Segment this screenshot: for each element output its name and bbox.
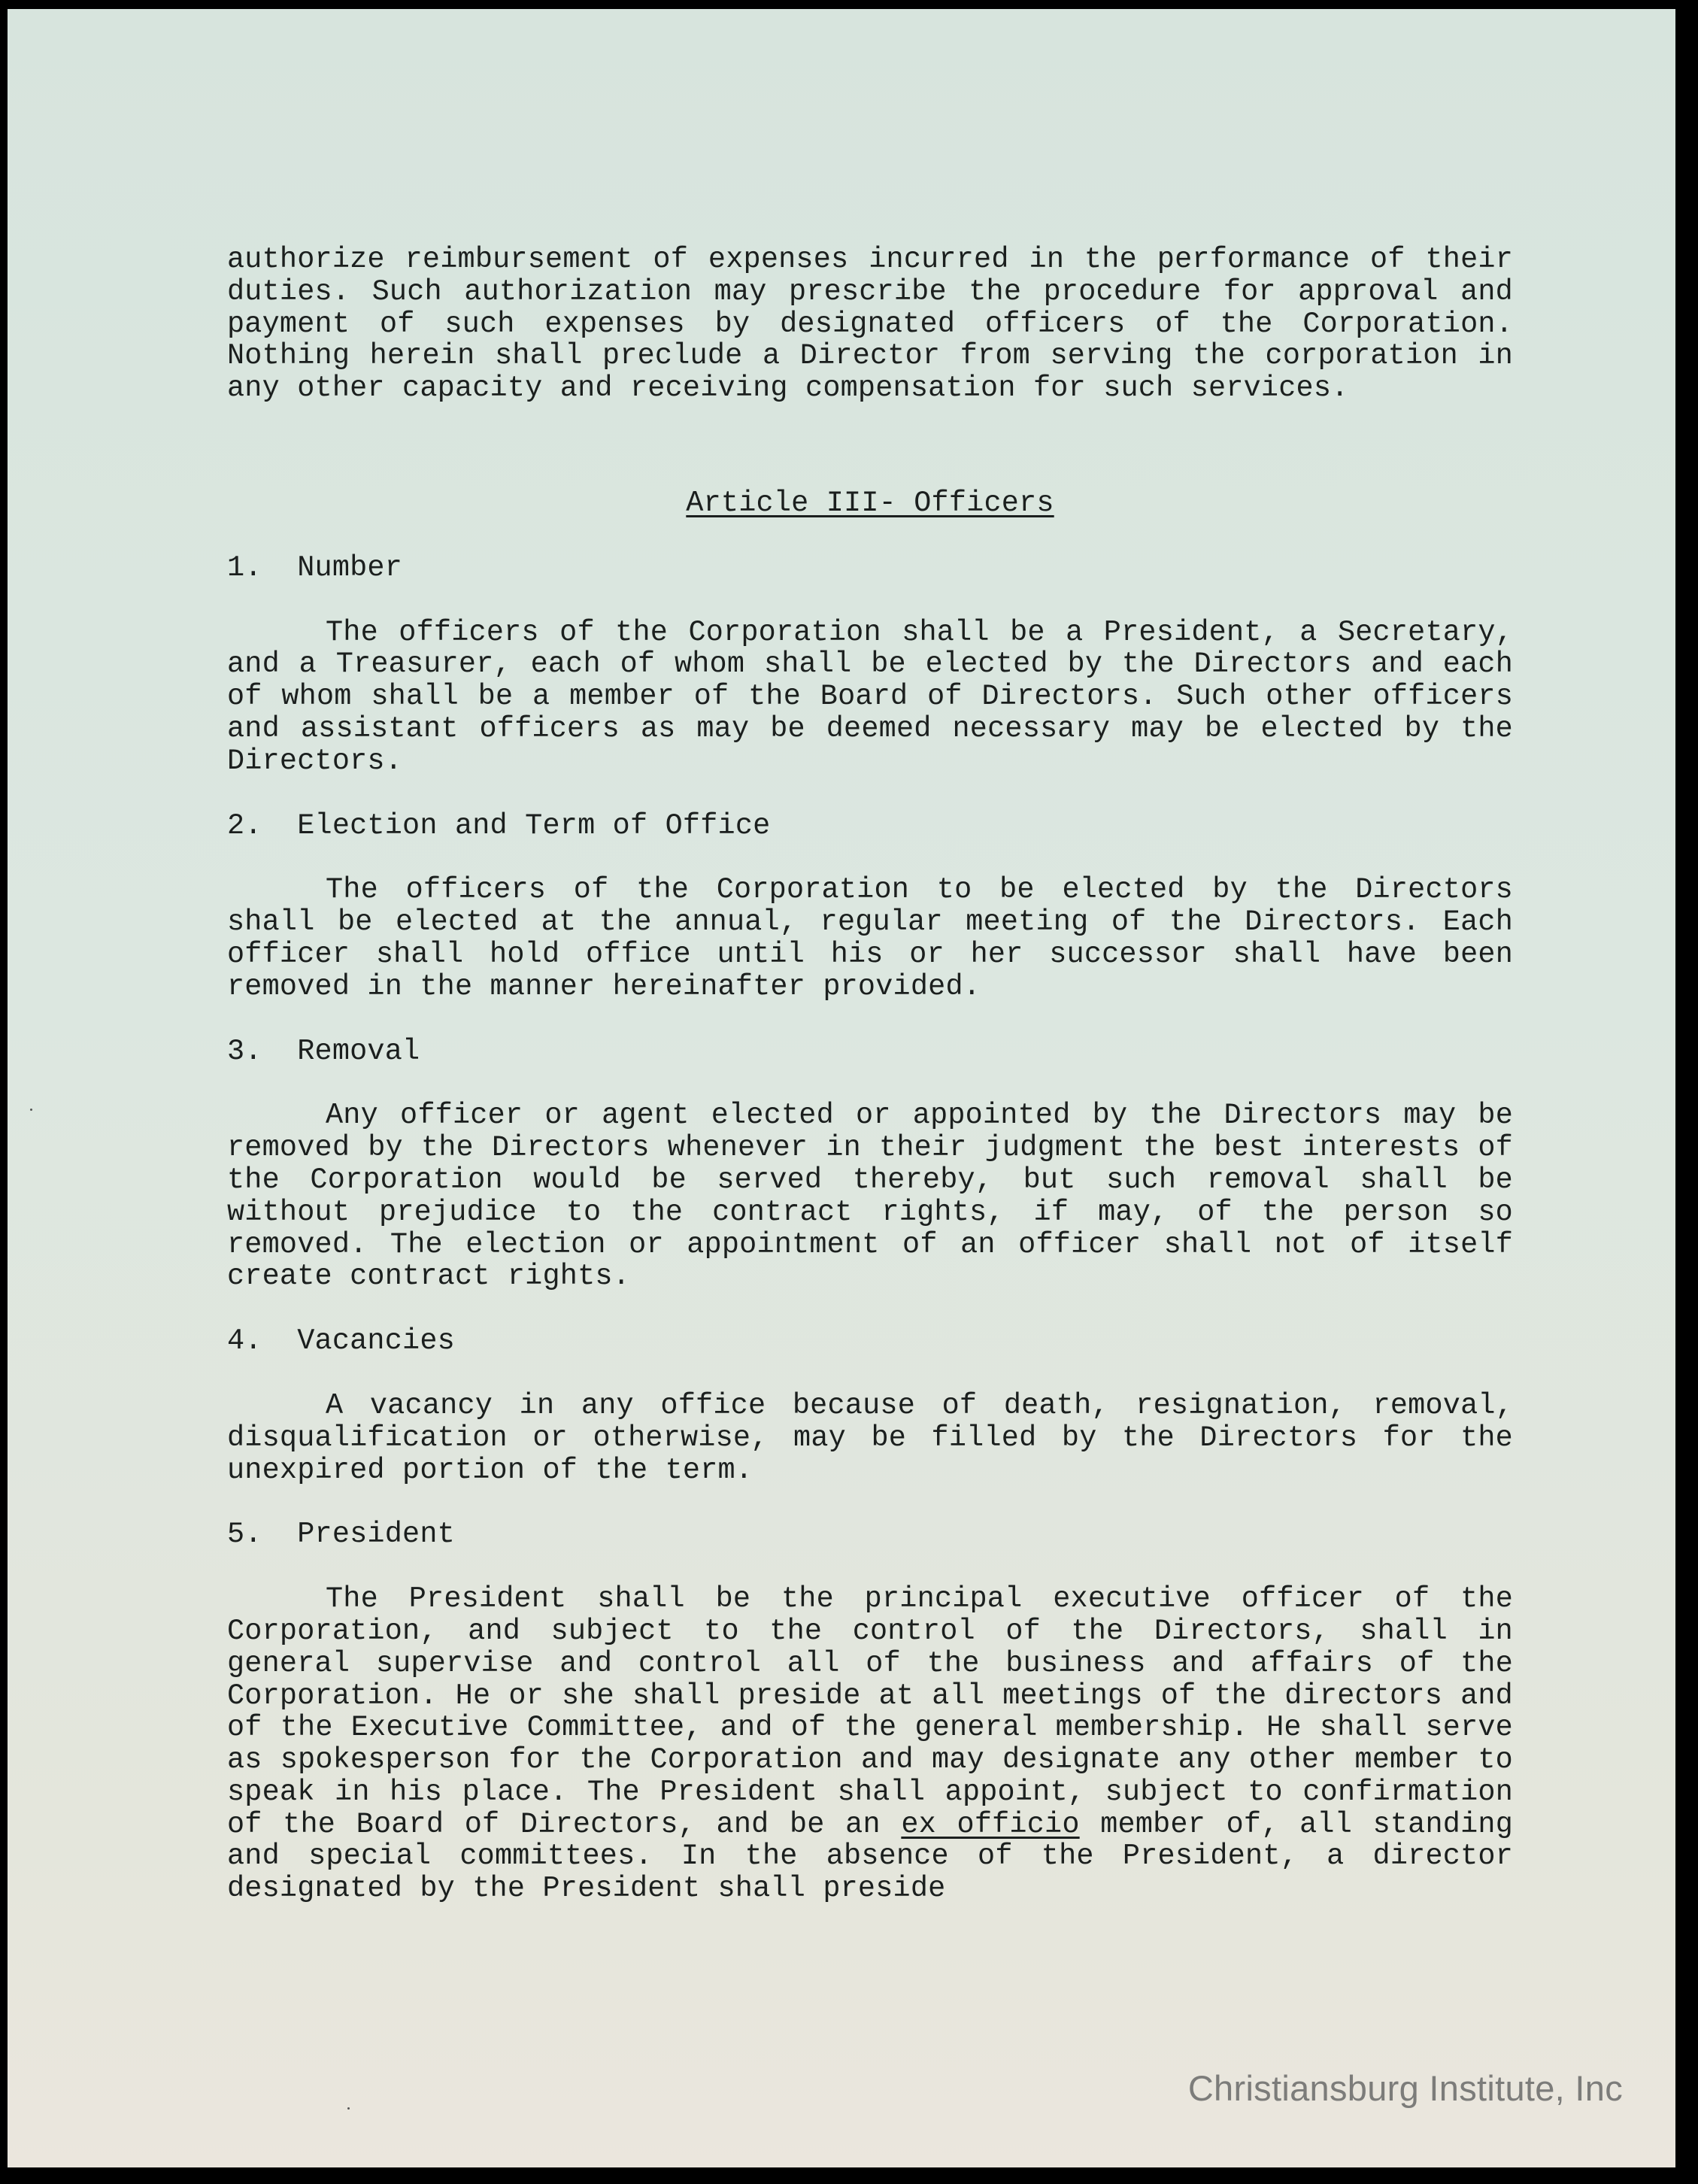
- article-heading: [227, 487, 1513, 520]
- section-title-text: Vacancies: [297, 1324, 455, 1358]
- section-title-text: President: [297, 1518, 455, 1552]
- section-5-body-part1: The President shall be the principal executive officer of the Corporation, and subject to the control of the Directors, shall in general supervise and control all of the business and affairs of the Corporation. He or she shall preside at all meetings of the directors and of the Executive Committee, and of the general membership. He shall serve as spokesperson for the Corporation and may designate any other member to speak in his place. The President shall appoint, subject to confirmation of the Board of Directors, and be an: [227, 1582, 1513, 1841]
- article-heading-text: Article III- Officers: [686, 486, 1054, 520]
- section-number: 4.: [227, 1324, 262, 1358]
- section-number: 2.: [227, 808, 262, 842]
- document-page: [8, 9, 1675, 2167]
- section-4-title: [227, 1325, 1513, 1357]
- intro-paragraph: authorize reimbursement of expenses incurred in the performance of their duties. Such authorization may prescribe the procedure for approval and payment of such expenses by designated officers of the Corporation. Nothing herein shall preclude a Director from serving the corporation in any other capacity and receiving compensation for such services.: [227, 243, 1513, 405]
- ex-officio-term: ex officio: [901, 1807, 1080, 1841]
- section-title-text: Election and Term of Office: [297, 808, 771, 842]
- section-5-title: [227, 1518, 1513, 1551]
- section-5-body: [227, 1583, 1513, 1905]
- paper-speck: [30, 1109, 32, 1111]
- section-2-title: [227, 810, 1513, 842]
- section-1-body: The officers of the Corporation shall be a President, a Secretary, and a Treasurer, each of whom shall be elected by the Directors and each of whom shall be a member of the Board of Directors. Such other officers and assistant officers as may be deemed necessary may be elected by the Directors.: [227, 615, 1513, 778]
- paper-speck: [347, 2107, 350, 2110]
- document-body: [227, 244, 1513, 1905]
- section-number: 5.: [227, 1518, 262, 1552]
- section-title-text: Number: [297, 551, 403, 584]
- watermark: Christiansburg Institute, Inc: [1187, 2068, 1623, 2108]
- section-3-body: Any officer or agent elected or appointed by the Directors may be removed by the Directors whenever in their judgment the best interests of the Corporation would be served thereby, but such removal shall be without prejudice to the contract rights, if may, of the person so removed. The election or appointment of an officer shall not of itself create contract rights.: [227, 1099, 1513, 1294]
- section-number: 3.: [227, 1034, 262, 1068]
- section-5-body-part2: member of, all standing and special committees. In the absence of the President, a director designated by the President shall preside: [227, 1807, 1513, 1906]
- section-4-body: A vacancy in any office because of death, resignation, removal, disqualification or otherwise, may be filled by the Directors for the unexpired portion of the term.: [227, 1388, 1513, 1487]
- section-2-body: The officers of the Corporation to be elected by the Directors shall be elected at the annual, regular meeting of the Directors. Each officer shall hold office until his or her successor shall have been removed in the manner hereinafter provided.: [227, 873, 1513, 1003]
- section-1-title: [227, 552, 1513, 584]
- section-3-title: [227, 1036, 1513, 1068]
- section-title-text: Removal: [297, 1034, 420, 1068]
- section-number: 1.: [227, 551, 262, 584]
